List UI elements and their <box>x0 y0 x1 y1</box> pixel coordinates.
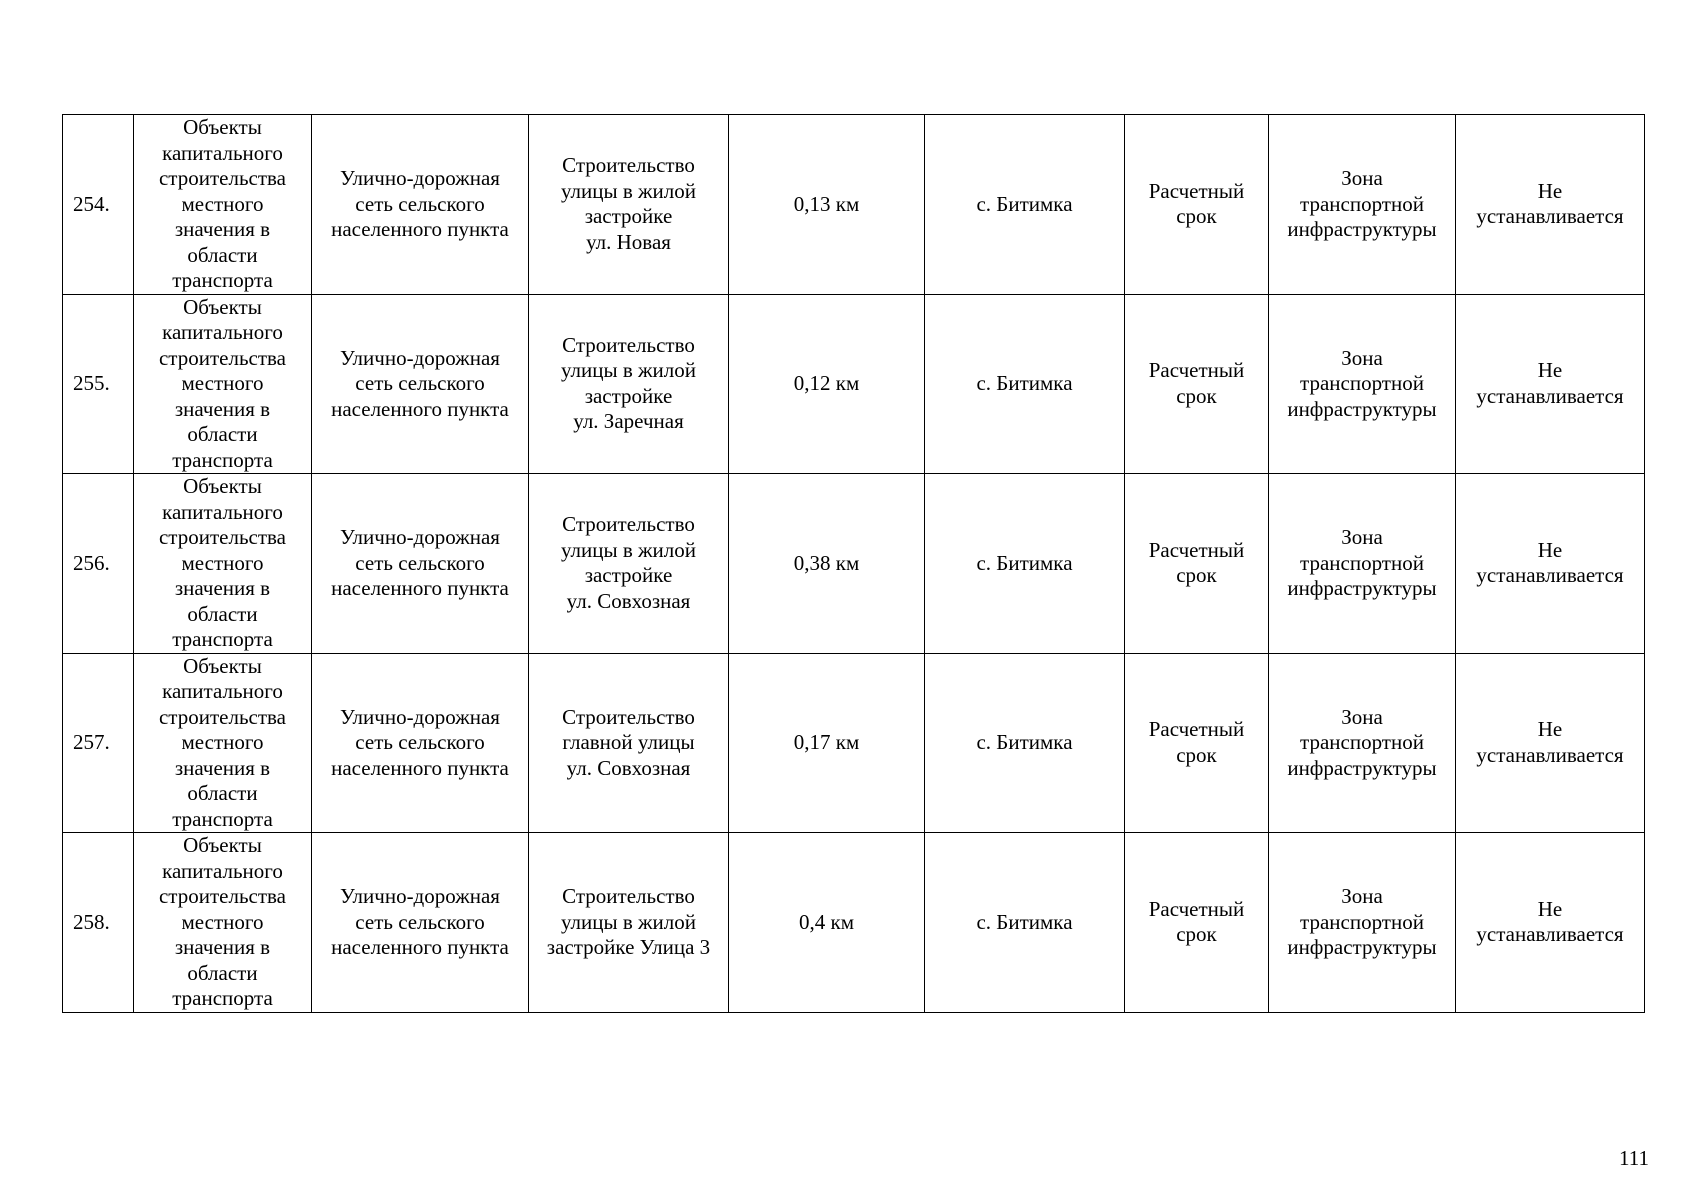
functional-zone: Зона транспортной инфраструктуры <box>1287 166 1437 241</box>
object-type: Улично-дорожная сеть сельского населенного пункта <box>331 345 509 421</box>
zone-status-cell <box>1456 653 1645 833</box>
object-category: Объекты капитального строительства местного значения в области транспорта <box>158 653 286 831</box>
row-number-cell <box>63 653 134 833</box>
zone-status-cell <box>1456 833 1645 1013</box>
type-cell <box>312 833 529 1013</box>
object-term: Расчетный срок <box>1148 537 1245 588</box>
zone-status: Не устанавливается <box>1476 537 1624 588</box>
zone-status-cell <box>1456 474 1645 654</box>
row-number-cell <box>63 833 134 1013</box>
object-category: Объекты капитального строительства местного значения в области транспорта <box>158 833 286 1010</box>
object-name: Строительство улицы в жилой застройке ул. Новая <box>560 153 697 254</box>
row-number: 256. <box>73 550 110 575</box>
type-cell <box>312 474 529 654</box>
type-cell <box>312 294 529 474</box>
capacity-cell <box>729 474 925 654</box>
type-cell <box>312 653 529 833</box>
name-cell <box>529 115 729 295</box>
functional-zone: Зона транспортной инфраструктуры <box>1287 884 1437 959</box>
object-capacity: 0,38 км <box>793 550 860 575</box>
table-row <box>63 474 1645 654</box>
object-category: Объекты капитального строительства местного значения в области транспорта <box>158 294 286 472</box>
zone-cell <box>1269 115 1456 295</box>
object-name: Строительство улицы в жилой застройке Улица 3 <box>546 884 711 959</box>
capacity-cell <box>729 115 925 295</box>
table-row <box>63 833 1645 1013</box>
object-name: Строительство улицы в жилой застройке ул. Совхозная <box>560 512 697 613</box>
location-cell <box>925 833 1125 1013</box>
objects-table <box>62 114 1645 1013</box>
object-location: с. Битимка <box>976 909 1073 934</box>
category-cell <box>134 653 312 833</box>
object-capacity: 0,12 км <box>793 371 860 395</box>
term-cell <box>1125 294 1269 474</box>
object-type: Улично-дорожная сеть сельского населенного пункта <box>331 704 509 780</box>
term-cell <box>1125 474 1269 654</box>
row-number-cell <box>63 474 134 654</box>
type-cell <box>312 115 529 295</box>
zone-status: Не устанавливается <box>1476 717 1624 767</box>
object-term: Расчетный срок <box>1148 178 1245 229</box>
functional-zone: Зона транспортной инфраструктуры <box>1287 345 1437 421</box>
location-cell <box>925 474 1125 654</box>
row-number: 255. <box>73 371 110 395</box>
object-capacity: 0,17 км <box>793 730 860 754</box>
row-number: 258. <box>73 909 110 934</box>
functional-zone: Зона транспортной инфраструктуры <box>1287 704 1437 780</box>
term-cell <box>1125 115 1269 295</box>
object-category: Объекты капитального строительства местного значения в области транспорта <box>158 115 286 292</box>
zone-status: Не устанавливается <box>1476 358 1624 408</box>
table-row <box>63 653 1645 833</box>
location-cell <box>925 115 1125 295</box>
object-location: с. Битимка <box>976 191 1073 216</box>
name-cell <box>529 294 729 474</box>
zone-cell <box>1269 474 1456 654</box>
object-term: Расчетный срок <box>1148 896 1245 947</box>
object-category: Объекты капитального строительства местного значения в области транспорта <box>158 474 286 651</box>
capacity-cell <box>729 294 925 474</box>
capacity-cell <box>729 653 925 833</box>
row-number: 257. <box>73 730 110 754</box>
zone-status: Не устанавливается <box>1476 178 1624 229</box>
zone-cell <box>1269 294 1456 474</box>
zone-cell <box>1269 653 1456 833</box>
name-cell <box>529 833 729 1013</box>
zone-cell <box>1269 833 1456 1013</box>
row-number-cell <box>63 294 134 474</box>
row-number: 254. <box>73 191 110 216</box>
object-location: с. Битимка <box>976 730 1073 754</box>
category-cell <box>134 833 312 1013</box>
category-cell <box>134 294 312 474</box>
object-capacity: 0,4 км <box>799 909 854 934</box>
term-cell <box>1125 833 1269 1013</box>
object-location: с. Битимка <box>976 371 1073 395</box>
capacity-cell <box>729 833 925 1013</box>
object-term: Расчетный срок <box>1148 358 1245 408</box>
object-type: Улично-дорожная сеть сельского населенного пункта <box>331 525 509 600</box>
location-cell <box>925 294 1125 474</box>
row-number-cell <box>63 115 134 295</box>
category-cell <box>134 474 312 654</box>
object-type: Улично-дорожная сеть сельского населенного пункта <box>331 884 509 959</box>
zone-status-cell <box>1456 294 1645 474</box>
name-cell <box>529 474 729 654</box>
zone-status-cell <box>1456 115 1645 295</box>
category-cell <box>134 115 312 295</box>
zone-status: Не устанавливается <box>1476 896 1624 947</box>
object-location: с. Битимка <box>976 550 1073 575</box>
table-row <box>63 294 1645 474</box>
term-cell <box>1125 653 1269 833</box>
functional-zone: Зона транспортной инфраструктуры <box>1287 525 1437 600</box>
object-term: Расчетный срок <box>1148 717 1245 767</box>
location-cell <box>925 653 1125 833</box>
object-capacity: 0,13 км <box>793 191 860 216</box>
object-name: Строительство главной улицы ул. Совхозная <box>562 704 695 780</box>
page-number: 111 <box>1619 1146 1649 1170</box>
object-name: Строительство улицы в жилой застройке ул. Заречная <box>560 332 697 434</box>
object-type: Улично-дорожная сеть сельского населенного пункта <box>331 166 509 241</box>
table-row <box>63 115 1645 295</box>
name-cell <box>529 653 729 833</box>
